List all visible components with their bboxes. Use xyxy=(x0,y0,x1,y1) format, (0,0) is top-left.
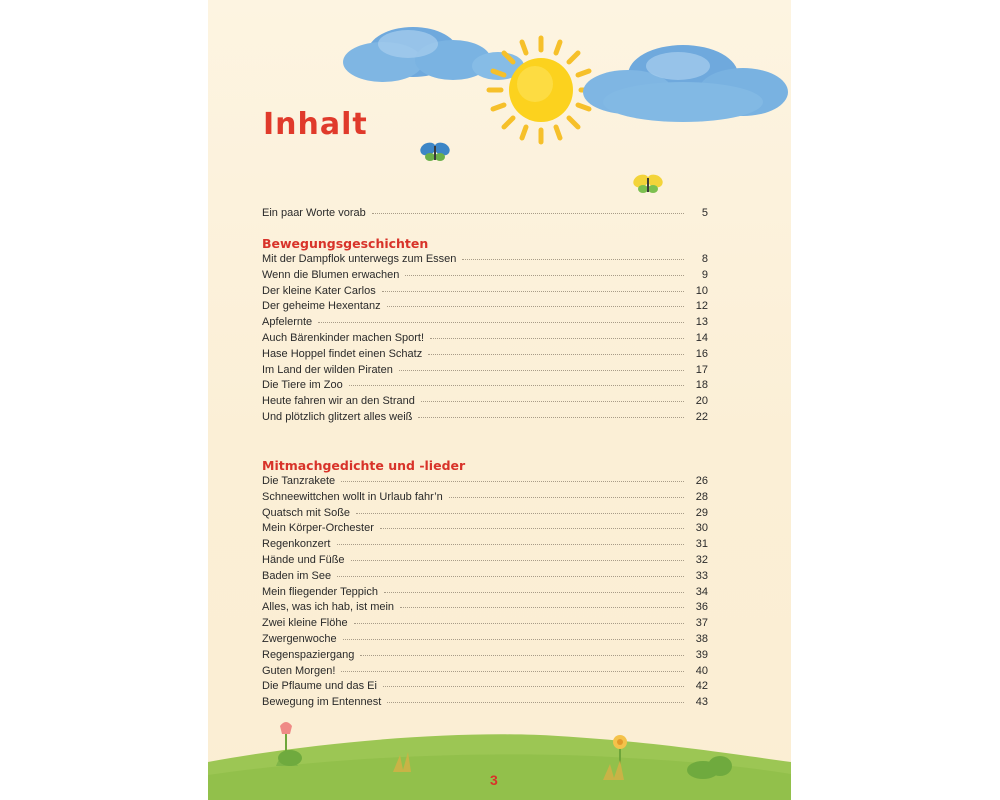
toc-entry[interactable] xyxy=(262,252,708,268)
toc-entry[interactable] xyxy=(262,506,708,522)
toc-entry-page: 29 xyxy=(695,506,708,519)
toc-entry[interactable] xyxy=(262,347,708,363)
toc-entry-title: Hände und Füße xyxy=(262,553,345,566)
toc-entry[interactable] xyxy=(262,378,708,394)
toc-entry[interactable] xyxy=(262,284,708,300)
butterfly-yellow-icon xyxy=(631,172,665,193)
toc-entry-title: Ein paar Worte vorab xyxy=(262,207,366,219)
toc-entry[interactable] xyxy=(262,315,708,331)
toc-entry-page: 39 xyxy=(695,648,708,661)
dot-leader xyxy=(380,527,684,529)
toc-entry-page: 30 xyxy=(695,522,708,535)
toc-entry-title: Apfelernte xyxy=(262,316,313,329)
toc-entry-title: Der geheime Hexentanz xyxy=(262,300,381,313)
dot-leader xyxy=(318,321,684,323)
dot-leader xyxy=(428,353,684,355)
dot-leader xyxy=(382,290,684,292)
toc-entry[interactable] xyxy=(262,632,708,648)
toc-entry-page: 33 xyxy=(695,569,708,582)
toc-entry-title: Wenn die Blumen erwachen xyxy=(262,268,400,281)
dot-leader xyxy=(337,575,684,577)
toc-entry-title: Schneewittchen wollt in Urlaub fahr’n xyxy=(262,490,443,503)
toc-entry[interactable] xyxy=(262,206,708,222)
dot-leader xyxy=(341,670,684,672)
dot-leader xyxy=(405,274,684,276)
meadow-illustration xyxy=(208,700,791,800)
toc-entry[interactable] xyxy=(262,537,708,553)
toc-entry-title: Zwei kleine Flöhe xyxy=(262,617,348,630)
cloud-right-icon xyxy=(583,45,788,122)
toc-entry-title: Im Land der wilden Piraten xyxy=(262,363,393,376)
dot-leader xyxy=(356,512,684,514)
toc-entry-page: 5 xyxy=(701,207,708,219)
toc-entry-page: 34 xyxy=(695,585,708,598)
dot-leader xyxy=(462,258,684,260)
dot-leader xyxy=(400,606,684,608)
dot-leader xyxy=(387,305,684,307)
sky-illustration xyxy=(208,0,791,200)
toc-entry-page: 26 xyxy=(695,475,708,487)
dot-leader xyxy=(343,638,684,640)
toc-entry-page: 22 xyxy=(695,410,708,423)
dot-leader xyxy=(383,685,684,687)
toc-entry-title: Heute fahren wir an den Strand xyxy=(262,395,415,408)
section-entries xyxy=(262,252,708,426)
toc-entry-page: 20 xyxy=(695,395,708,408)
toc-entry[interactable] xyxy=(262,521,708,537)
toc-entry-title: Mein Körper-Orchester xyxy=(262,522,374,535)
toc-entry-title: Und plötzlich glitzert alles weiß xyxy=(262,410,413,423)
toc-entry[interactable] xyxy=(262,474,708,490)
toc-entry[interactable] xyxy=(262,268,708,284)
toc-entry-page: 37 xyxy=(695,617,708,630)
dot-leader xyxy=(351,559,684,561)
toc-entry-title: Guten Morgen! xyxy=(262,664,336,677)
dot-leader xyxy=(384,591,684,593)
toc-entry-title: Baden im See xyxy=(262,569,332,582)
toc-entry-page: 9 xyxy=(701,268,708,281)
toc-entry[interactable] xyxy=(262,363,708,379)
page-number: 3 xyxy=(490,772,498,788)
dot-leader xyxy=(360,654,684,656)
section-entries xyxy=(262,474,708,711)
toc-entry-title: Zwergenwoche xyxy=(262,632,337,645)
toc-entry-title: Auch Bärenkinder machen Sport! xyxy=(262,331,425,344)
toc-entry[interactable] xyxy=(262,569,708,585)
section-heading: Mitmachgedichte und -lieder xyxy=(262,458,466,473)
toc-entry-page: 36 xyxy=(695,601,708,614)
dot-leader xyxy=(354,622,684,624)
toc-entry-page: 40 xyxy=(695,664,708,677)
toc-entry-title: Der kleine Kater Carlos xyxy=(262,284,376,297)
toc-entry[interactable] xyxy=(262,394,708,410)
toc-section-2 xyxy=(262,457,708,711)
section-heading: Bewegungsgeschichten xyxy=(262,236,429,251)
toc-entry-page: 8 xyxy=(701,253,708,265)
toc-entry-page: 18 xyxy=(695,379,708,392)
toc-entry-page: 10 xyxy=(695,284,708,297)
toc-entry[interactable] xyxy=(262,299,708,315)
toc-entry[interactable] xyxy=(262,616,708,632)
toc-entry[interactable] xyxy=(262,600,708,616)
sun-icon xyxy=(489,38,593,142)
toc-entry-page: 16 xyxy=(695,347,708,360)
dot-leader xyxy=(349,384,684,386)
toc-entry-page: 28 xyxy=(695,490,708,503)
dot-leader xyxy=(399,369,684,371)
toc-entry-page: 38 xyxy=(695,632,708,645)
toc-entry-title: Die Pflaume und das Ei xyxy=(262,680,377,693)
toc-entry-title: Alles, was ich hab, ist mein xyxy=(262,601,395,614)
dot-leader xyxy=(337,543,685,545)
toc-entry-title: Regenkonzert xyxy=(262,538,331,551)
dot-leader xyxy=(372,212,684,214)
toc-entry-page: 32 xyxy=(695,553,708,566)
toc-entry-page: 13 xyxy=(695,316,708,329)
dot-leader xyxy=(430,337,684,339)
dot-leader xyxy=(421,400,684,402)
dot-leader xyxy=(418,416,684,418)
toc-entry[interactable] xyxy=(262,648,708,664)
dot-leader xyxy=(449,496,684,498)
book-page xyxy=(208,0,791,800)
toc-entry-title: Regenspaziergang xyxy=(262,648,355,661)
toc-entry[interactable] xyxy=(262,410,708,426)
toc-intro xyxy=(262,206,708,222)
toc-entry-title: Bewegung im Entennest xyxy=(262,696,382,709)
toc-entry[interactable] xyxy=(262,331,708,347)
butterfly-blue-icon xyxy=(418,140,452,161)
toc-entry-page: 17 xyxy=(695,363,708,376)
toc-entry[interactable] xyxy=(262,679,708,695)
toc-section-1 xyxy=(262,235,708,426)
dot-leader xyxy=(341,480,684,482)
toc-entry-title: Hase Hoppel findet einen Schatz xyxy=(262,347,423,360)
page-title: Inhalt xyxy=(263,107,368,142)
toc-entry-title: Mein fliegender Teppich xyxy=(262,585,378,598)
toc-entry[interactable] xyxy=(262,553,708,569)
toc-entry-title: Die Tanzrakete xyxy=(262,475,336,487)
toc-entry-title: Mit der Dampflok unterwegs zum Essen xyxy=(262,253,457,265)
toc-entry[interactable] xyxy=(262,664,708,680)
toc-entry-page: 42 xyxy=(695,680,708,693)
toc-entry-page: 43 xyxy=(695,696,708,709)
toc-entry-page: 14 xyxy=(695,331,708,344)
toc-entry[interactable] xyxy=(262,490,708,506)
toc-entry-title: Die Tiere im Zoo xyxy=(262,379,343,392)
toc-entry[interactable] xyxy=(262,585,708,601)
toc-entry-page: 31 xyxy=(695,538,708,551)
toc-entry-title: Quatsch mit Soße xyxy=(262,506,351,519)
toc-entry-page: 12 xyxy=(695,300,708,313)
